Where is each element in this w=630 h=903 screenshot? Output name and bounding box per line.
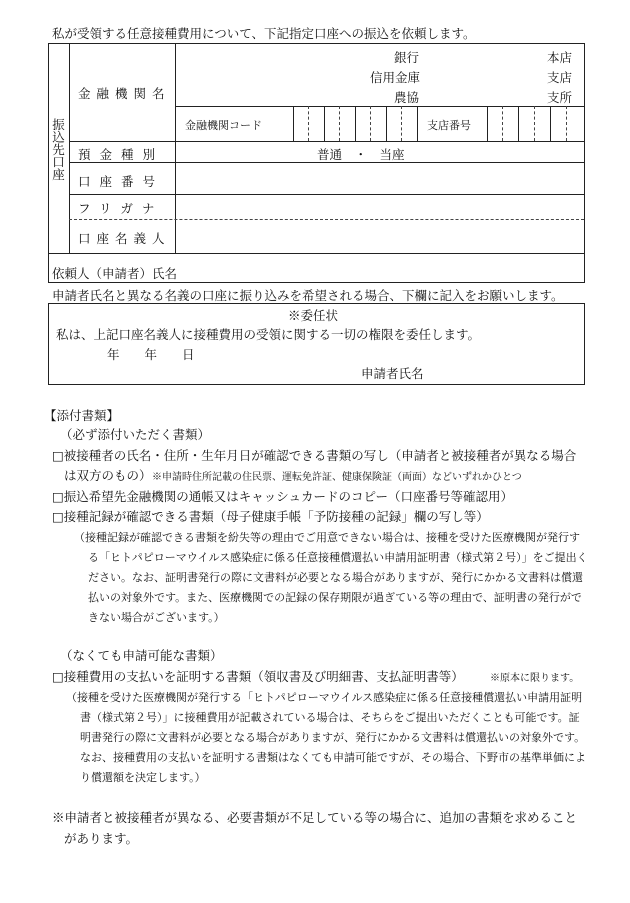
vaccination-record-note-4: 払いの対象外です。また、医療機関での記録の保存期限が過ぎている等の理由で、証明書の発行がで [88, 591, 582, 604]
account-number-label: 口座番号 [78, 174, 165, 189]
vaccination-record-note-1: （接種記録が確認できる書類を紛失等の理由でご用意できない場合は、接種を受けた医療機関が発行す [74, 531, 580, 544]
delegation-text: 私は、上記口座名義人に接種費用の受領に関する一切の権限を委任します。 [56, 327, 481, 342]
vaccination-record-note-2: る「ヒトパピローマウイルス感染症に係る任意接種償還払い申請用証明書（様式第２号）」をご提出く [88, 551, 588, 564]
required-item-id-document-cont: は双方のもの） [64, 468, 152, 483]
account-type-options[interactable]: 普通 ・ 当座 [317, 147, 405, 162]
bank-type-bank: 銀行 [394, 50, 420, 65]
side-label-transfer-account: 振込先口座 [50, 118, 66, 181]
branch-type-head-office: 本店 [547, 50, 573, 65]
bank-type-agri-coop: 農協 [394, 90, 420, 105]
account-holder-label: 口座名義人 [78, 231, 171, 246]
bank-name-label: 金融機関名 [78, 86, 171, 101]
required-item-id-document: □被接種者の氏名・住所・生年月日が確認できる書類の写し（申請者と被接種者が異なる場合 [52, 448, 577, 463]
delegation-note: 申請者氏名と異なる名義の口座に振り込みを希望される場合、下欄に記入をお願いします。 [52, 288, 564, 303]
delegation-applicant-name-label: 申請者氏名 [361, 366, 424, 381]
required-item-bankbook-copy: □振込希望先金融機関の通帳又はキャッシュカードのコピー（口座番号等確認用） [52, 489, 514, 504]
optional-item-original-only: ※原本に限ります。 [490, 673, 580, 684]
intro-text: 私が受領する任意接種費用について、下記指定口座への振込を依頼します。 [52, 26, 476, 41]
payment-proof-note-4: なお、接種費用の支払いを証明する書類はなくても申請可能ですが、その場合、下野市の基準単価によ [80, 751, 586, 764]
required-item-id-document-examples: ※申請時住所記載の住民票、運転免許証、健康保険証（両面）などいずれかひとつ [152, 472, 522, 483]
final-note-line-2: があります。 [64, 831, 139, 846]
branch-number-label: 支店番号 [427, 119, 471, 132]
bank-code-label: 金融機関コード [185, 119, 262, 132]
branch-type-branch: 支店 [547, 70, 573, 85]
payment-proof-note-3: 明書発行の際に文書料が必要となる場合がありますが、発行にかかる文書料は償還払いの対象外です。 [80, 731, 586, 744]
required-item-vaccination-record: □接種記録が確認できる書類（母子健康手帳「予防接種の記録」欄の写し等） [52, 509, 489, 524]
payment-proof-note-5: り償還額を決定します。） [80, 771, 206, 784]
payment-proof-note-1: （接種を受けた医療機関が発行する「ヒトパピローマウイルス感染症に係る任意接種償還払い申請用証明 [66, 691, 583, 704]
delegation-title: ※委任状 [288, 308, 339, 323]
vaccination-record-note-3: ださい。なお、証明書発行の際に文書料が必要となる場合がありますが、発行にかかる文書料は償還 [88, 571, 583, 584]
bank-type-credit-union: 信用金庫 [370, 70, 421, 85]
furigana-label: フリガナ [78, 201, 164, 216]
optional-docs-heading: （なくても申請可能な書類） [60, 648, 223, 663]
account-type-label: 預金種別 [78, 147, 165, 162]
table-border [48, 43, 585, 283]
requester-name-label: 依頼人（申請者）氏名 [52, 266, 178, 281]
required-docs-heading: （必ず添付いただく書類） [60, 427, 211, 442]
optional-item-payment-proof: □接種費用の支払いを証明する書類（領収書及び明細書、支払証明書等） [52, 669, 464, 684]
branch-type-sub-branch: 支所 [547, 90, 573, 105]
vaccination-record-note-5: きない場合がございます。） [88, 611, 225, 624]
final-note-line-1: ※申請者と被接種者が異なる、必要書類が不足している等の場合に、追加の書類を求めること [52, 810, 578, 825]
attachments-heading: 【添付書類】 [44, 408, 120, 423]
payment-proof-note-2: 書（様式第２号）」に接種費用が記載されている場合は、そちらをご提出いただくことも可能です。証 [80, 711, 580, 724]
delegation-date: 年 年 日 [107, 347, 195, 362]
